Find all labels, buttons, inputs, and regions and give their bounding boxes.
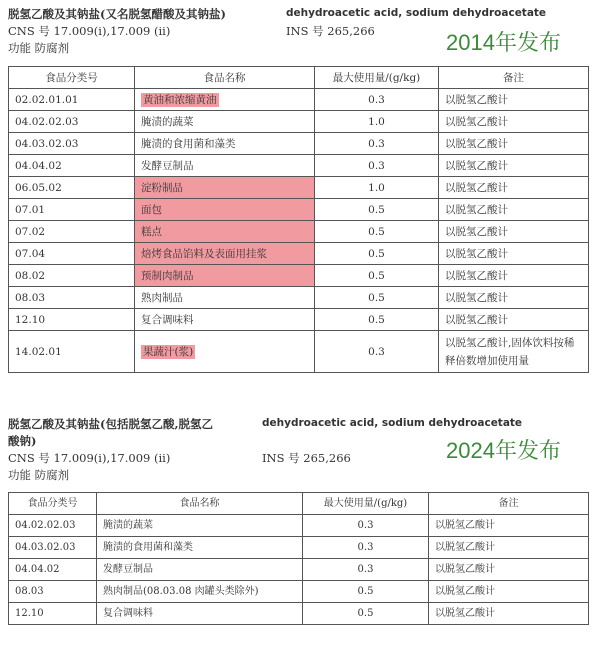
remark: 以脱氢乙酸计 [429,537,589,559]
ins-number: INS 号 265,266 [286,24,375,38]
table-row [9,559,589,581]
max-usage: 0.5 [315,199,439,221]
highlighted-food-name: 面包 [135,199,315,221]
food-code: 04.02.02.03 [9,111,135,133]
food-code: 07.02 [9,221,135,243]
food-code: 07.04 [9,243,135,265]
max-usage: 0.3 [303,559,429,581]
food-name [135,331,315,373]
year-label-2024: 2024年发布 [446,438,561,463]
remark: 以脱氢乙酸计 [439,243,589,265]
function-label: 功能 防腐剂 [8,41,70,55]
col-header-code: 食品分类号 [9,67,135,89]
col-header-name: 食品名称 [97,493,303,515]
food-code: 02.02.01.01 [9,89,135,111]
table-header-row [9,493,589,515]
max-usage: 0.5 [303,603,429,625]
max-usage: 0.3 [303,537,429,559]
table-row [9,155,589,177]
usage-table-2024 [8,492,589,625]
food-code: 04.04.02 [9,559,97,581]
table-row [9,243,589,265]
food-code: 08.03 [9,581,97,603]
section-header-2014 [8,6,596,66]
table-row [9,309,589,331]
food-code: 06.05.02 [9,177,135,199]
remark: 以脱氢乙酸计 [439,309,589,331]
cns-number: CNS 号 17.009(i),17.009 (ii) [8,451,171,465]
table-header-row [9,67,589,89]
col-header-name: 食品名称 [135,67,315,89]
max-usage: 1.0 [315,111,439,133]
standard-2014-section [8,6,596,373]
remark: 以脱氢乙酸计 [429,603,589,625]
ins-number: INS 号 265,266 [262,451,351,465]
food-code: 04.03.02.03 [9,133,135,155]
remark-line: 释倍数增加使用量 [445,354,529,367]
max-usage: 0.5 [315,309,439,331]
table-row [9,133,589,155]
max-usage: 0.3 [315,89,439,111]
max-usage: 0.3 [315,155,439,177]
remark: 以脱氢乙酸计 [439,177,589,199]
max-usage: 0.3 [315,133,439,155]
additive-title-cont: 酸钠) [8,434,37,448]
max-usage: 0.3 [315,331,439,373]
col-header-note: 备注 [429,493,589,515]
highlighted-food-name: 黄油和浓缩黄油 [143,93,217,106]
food-code: 04.03.02.03 [9,537,97,559]
table-row [9,177,589,199]
highlighted-food-name: 预制肉制品 [135,265,315,287]
remark: 以脱氢乙酸计 [429,559,589,581]
remark: 以脱氢乙酸计 [439,155,589,177]
col-header-note: 备注 [439,67,589,89]
additive-title: 脱氢乙酸及其钠盐(包括脱氢乙酸,脱氢乙 [8,417,213,431]
food-name: 复合调味料 [97,603,303,625]
max-usage: 0.5 [315,265,439,287]
table-row [9,111,589,133]
table-row [9,581,589,603]
section-header-2024 [8,416,596,492]
highlighted-food-name: 糕点 [135,221,315,243]
food-code: 12.10 [9,309,135,331]
food-code: 08.03 [9,287,135,309]
table-row [9,287,589,309]
remark: 以脱氢乙酸计 [429,515,589,537]
max-usage: 0.5 [315,243,439,265]
table-row [9,603,589,625]
food-code: 04.02.02.03 [9,515,97,537]
remark: 以脱氢乙酸计 [429,581,589,603]
highlighted-food-name: 果蔬汁(浆) [143,345,194,358]
table-row [9,537,589,559]
food-name [135,89,315,111]
max-usage: 0.5 [303,581,429,603]
usage-table-2014 [8,66,589,373]
remark: 以脱氢乙酸计 [439,287,589,309]
cns-number: CNS 号 17.009(i),17.009 (ii) [8,24,171,38]
highlighted-food-name: 焙烤食品馅料及表面用挂浆 [135,243,315,265]
food-name: 发酵豆制品 [135,155,315,177]
remark [439,331,589,373]
food-code: 04.04.02 [9,155,135,177]
food-name: 发酵豆制品 [97,559,303,581]
food-code: 07.01 [9,199,135,221]
food-name: 腌渍的食用菌和藻类 [135,133,315,155]
highlighted-food-name: 淀粉制品 [135,177,315,199]
food-name: 熟肉制品(08.03.08 肉罐头类除外) [97,581,303,603]
table-row [9,515,589,537]
remark: 以脱氢乙酸计 [439,133,589,155]
food-name: 腌渍的蔬菜 [135,111,315,133]
additive-title-en: dehydroacetic acid, sodium dehydroacetate [286,7,547,19]
col-header-max: 最大使用量/(g/kg) [315,67,439,89]
year-label-2014: 2014年发布 [446,30,561,55]
max-usage: 0.3 [303,515,429,537]
food-code: 14.02.01 [9,331,135,373]
remark: 以脱氢乙酸计 [439,265,589,287]
table-row [9,265,589,287]
table-row [9,221,589,243]
standard-2024-section [8,416,596,625]
table-row [9,89,589,111]
remark: 以脱氢乙酸计 [439,199,589,221]
food-name: 腌渍的食用菌和藻类 [97,537,303,559]
remark-line: 以脱氢乙酸计,固体饮料按稀 [445,336,575,349]
food-code: 08.02 [9,265,135,287]
max-usage: 0.5 [315,287,439,309]
col-header-code: 食品分类号 [9,493,97,515]
function-label: 功能 防腐剂 [8,468,70,482]
remark: 以脱氢乙酸计 [439,111,589,133]
food-code: 12.10 [9,603,97,625]
food-name: 复合调味料 [135,309,315,331]
food-name: 腌渍的蔬菜 [97,515,303,537]
max-usage: 0.5 [315,221,439,243]
additive-title: 脱氢乙酸及其钠盐(又名脱氢醋酸及其钠盐) [8,7,226,21]
col-header-max: 最大使用量/(g/kg) [303,493,429,515]
remark: 以脱氢乙酸计 [439,89,589,111]
table-row [9,199,589,221]
max-usage: 1.0 [315,177,439,199]
food-name: 熟肉制品 [135,287,315,309]
remark: 以脱氢乙酸计 [439,221,589,243]
table-row [9,331,589,373]
additive-title-en: dehydroacetic acid, sodium dehydroacetate [262,417,523,429]
